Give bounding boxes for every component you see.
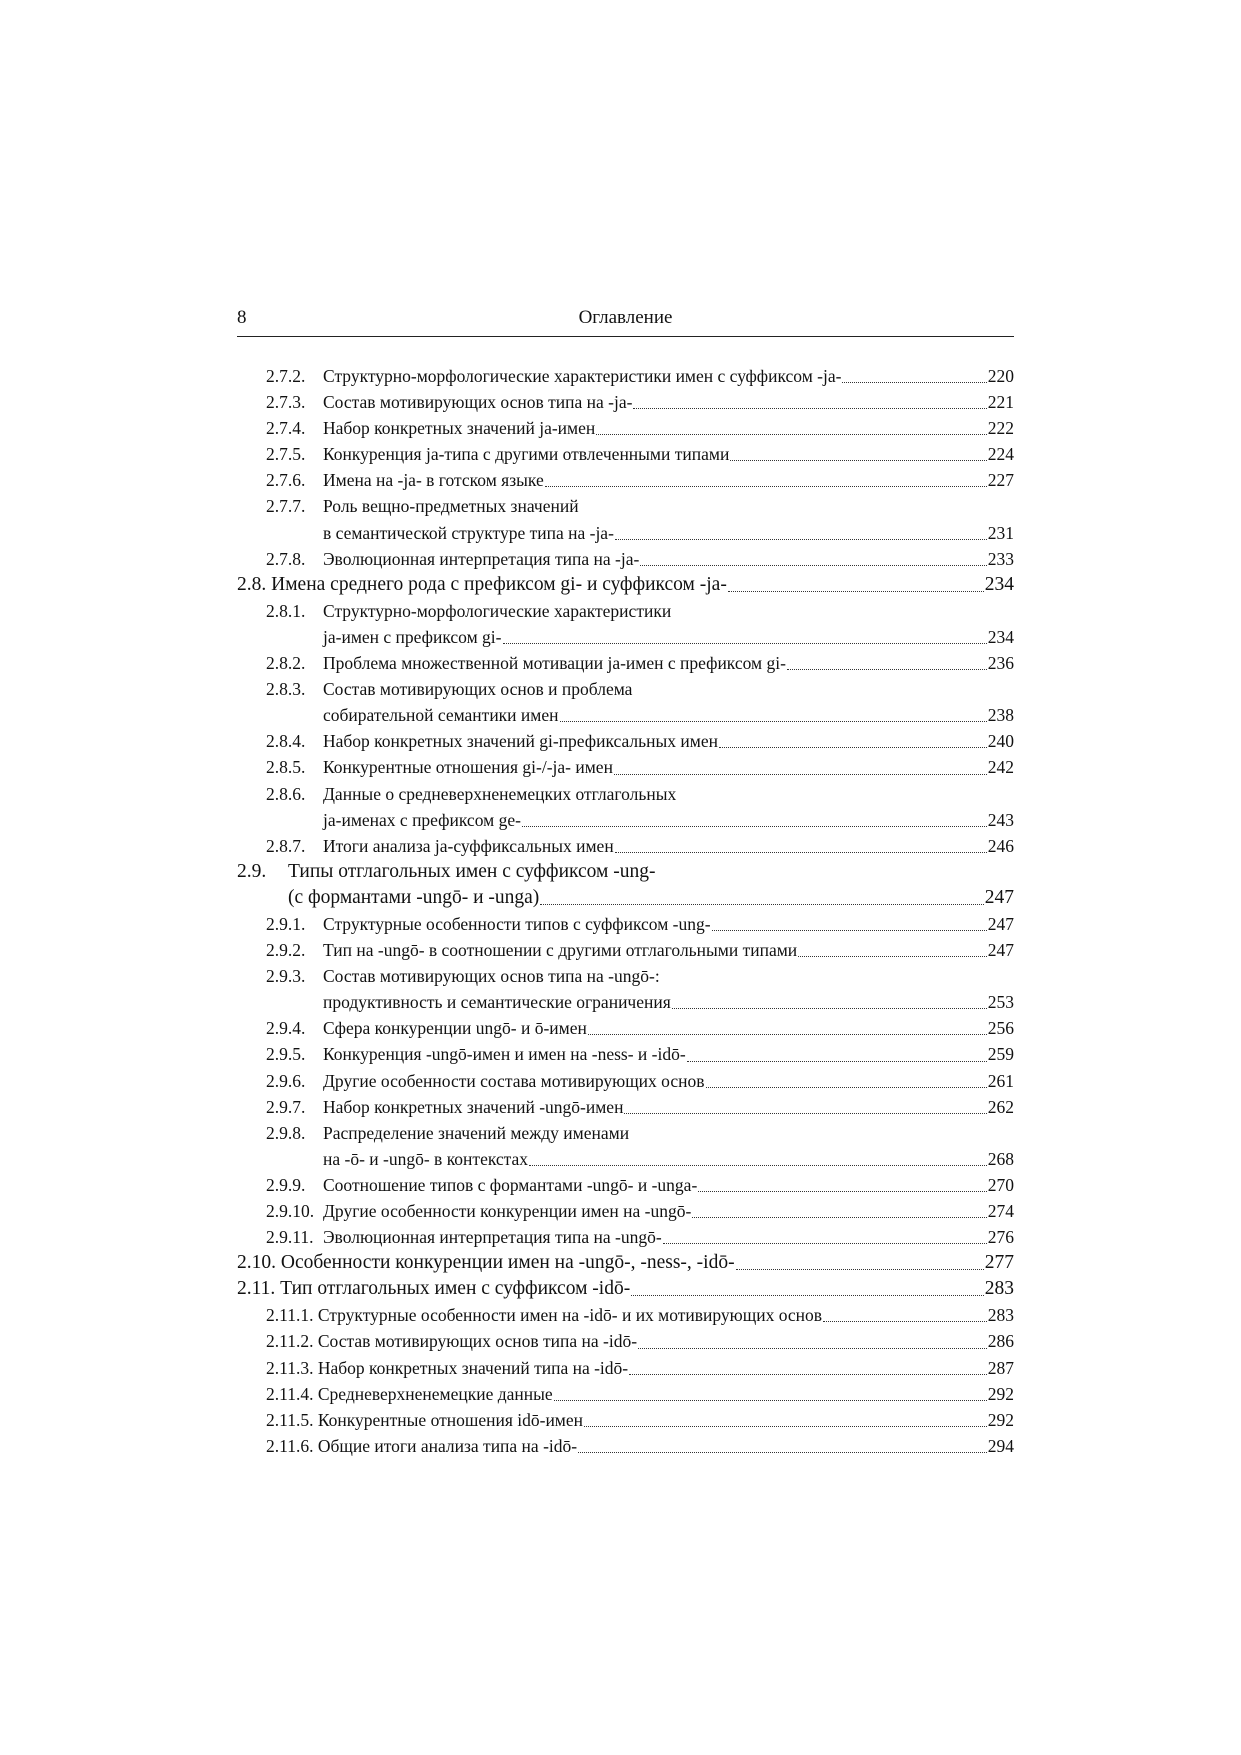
toc-page: 247 xyxy=(984,886,1014,908)
toc-title: Средневерхненемецкие данные xyxy=(317,1383,553,1404)
toc-entry-2-7-8[interactable] xyxy=(237,546,1014,572)
toc-entry-2-9-10[interactable] xyxy=(237,1198,1014,1224)
toc-entry-2-9-8[interactable] xyxy=(237,1120,1014,1146)
toc-entry-2-8-5[interactable] xyxy=(237,754,1014,780)
toc-number: 2.9.3. xyxy=(266,966,306,987)
toc-page: 247 xyxy=(987,913,1014,934)
toc-number: 2.8.2. xyxy=(266,653,306,674)
toc-title: Состав мотивирующих основ типа на -ungō-: xyxy=(323,966,660,987)
toc-title: Набор конкретных значений типа на -idō- xyxy=(317,1357,629,1378)
toc-page: 294 xyxy=(987,1435,1014,1456)
toc-number: 2.8.3. xyxy=(266,679,306,700)
toc-number: 2.9.6. xyxy=(266,1070,306,1091)
toc-title-cont: в семантической структуре типа на -ja- xyxy=(323,522,614,543)
toc-entry-2-11-2[interactable] xyxy=(237,1328,1014,1354)
toc-title: Структурно-морфологические характеристики имен с суффиксом -ja- xyxy=(323,366,842,386)
toc-number: 2.11.1. xyxy=(266,1305,314,1326)
toc-number: 2.11.4. xyxy=(266,1383,314,1404)
toc-page: 292 xyxy=(987,1409,1014,1430)
toc-number: 2.7.8. xyxy=(266,548,306,569)
toc-number: 2.9.7. xyxy=(266,1096,306,1117)
toc-number: 2.9.2. xyxy=(266,940,306,961)
toc-entry-2-11-6[interactable] xyxy=(237,1433,1014,1459)
toc-title: Набор конкретных значений ja-имен xyxy=(323,418,596,439)
toc-number: 2.8. xyxy=(237,573,267,595)
toc-entry-2-7-6[interactable] xyxy=(237,467,1014,493)
toc-page: 246 xyxy=(987,835,1014,856)
toc-title: Состав мотивирующих основ типа на -idō- xyxy=(317,1331,638,1352)
toc-page: 253 xyxy=(987,992,1014,1013)
toc-entry-2-11-3[interactable] xyxy=(237,1355,1014,1381)
toc-number: 2.9.9. xyxy=(266,1174,306,1195)
toc-page: 243 xyxy=(987,809,1014,830)
toc-title: Тип на -ungō- в соотношении с другими отглагольными типами xyxy=(323,940,798,961)
toc-page: 262 xyxy=(987,1096,1014,1117)
toc-entry-2-8[interactable] xyxy=(237,572,1014,598)
page-number: 8 xyxy=(237,307,247,328)
table-of-contents xyxy=(237,363,1014,1459)
toc-number: 2.8.1. xyxy=(266,600,306,621)
toc-page: 242 xyxy=(987,757,1014,778)
toc-entry-2-9-3[interactable] xyxy=(237,963,1014,989)
toc-page: 222 xyxy=(987,418,1014,439)
header-rule xyxy=(237,336,1014,337)
toc-page: 236 xyxy=(987,653,1014,674)
toc-entry-continuation[interactable] xyxy=(237,885,1014,911)
toc-page: 283 xyxy=(984,1278,1014,1300)
toc-title: Конкуренция -ungō-имен и имен на -ness- и -idō- xyxy=(323,1044,686,1065)
toc-title-cont: собирательной семантики имен xyxy=(323,705,559,726)
toc-title: Соотношение типов с формантами -ungō- и -unga- xyxy=(323,1174,698,1195)
toc-title: Тип отглагольных имен с суффиксом -idō- xyxy=(280,1278,631,1300)
toc-title: Эволюционная интерпретация типа на -ungō- xyxy=(323,1227,662,1248)
toc-title-cont: (с формантами -ungō- и -unga) xyxy=(288,886,540,908)
toc-page: 287 xyxy=(987,1357,1014,1378)
toc-title: Общие итоги анализа типа на -idō- xyxy=(317,1435,578,1456)
toc-title: Конкурентные отношения idō-имен xyxy=(317,1409,584,1430)
toc-title: Состав мотивирующих основ типа на -ja- xyxy=(323,392,633,413)
toc-title: Другие особенности состава мотивирующих основ xyxy=(323,1070,705,1091)
toc-page: 270 xyxy=(987,1174,1014,1195)
toc-title: Имена среднего рода с префиксом gi- и суффиксом -ja- xyxy=(271,573,727,595)
toc-entry-2-7-2[interactable] xyxy=(237,363,1014,389)
toc-entry-2-7-5[interactable] xyxy=(237,441,1014,467)
toc-entry-2-7-3[interactable] xyxy=(237,389,1014,415)
toc-page: 292 xyxy=(987,1383,1014,1404)
toc-number: 2.10. xyxy=(237,1252,276,1274)
toc-number: 2.11.3. xyxy=(266,1357,314,1378)
toc-entry-2-9-2[interactable] xyxy=(237,937,1014,963)
toc-entry-2-9-7[interactable] xyxy=(237,1094,1014,1120)
toc-entry-2-8-6[interactable] xyxy=(237,781,1014,807)
toc-page: 261 xyxy=(987,1070,1014,1091)
toc-title: Данные о средневерхненемецких отглагольных xyxy=(323,783,677,804)
toc-number: 2.11.2. xyxy=(266,1331,314,1352)
toc-title: Итоги анализа ja-суффиксальных имен xyxy=(323,835,614,856)
toc-page: 231 xyxy=(987,522,1014,543)
toc-entry-continuation[interactable] xyxy=(237,702,1014,728)
toc-number: 2.11.6. xyxy=(266,1435,314,1456)
toc-title-cont: ja-именах с префиксом ge- xyxy=(323,809,521,830)
toc-entry-continuation[interactable] xyxy=(237,807,1014,833)
toc-number: 2.9.1. xyxy=(266,913,306,934)
toc-page: 240 xyxy=(987,731,1014,752)
toc-number: 2.7.2. xyxy=(266,366,306,386)
toc-title: Структурные особенности имен на -idō- и их мотивирующих основ xyxy=(317,1305,823,1326)
toc-title: Структурные особенности типов с суффиксом -ung- xyxy=(323,913,711,934)
toc-entry-2-8-3[interactable] xyxy=(237,676,1014,702)
toc-entry-2-11-1[interactable] xyxy=(237,1302,1014,1328)
toc-title-cont: продуктивность и семантические ограничения xyxy=(323,992,671,1013)
toc-entry-continuation[interactable] xyxy=(237,1146,1014,1172)
toc-entry-2-9-1[interactable] xyxy=(237,911,1014,937)
toc-title: Роль вещно-предметных значений xyxy=(323,496,579,517)
toc-page: 234 xyxy=(984,573,1014,595)
toc-title-cont: ja-имен с префиксом gi- xyxy=(323,626,502,647)
toc-number: 2.9.5. xyxy=(266,1044,306,1065)
toc-number: 2.8.5. xyxy=(266,757,306,778)
toc-number: 2.7.3. xyxy=(266,392,306,413)
toc-page: 259 xyxy=(987,1044,1014,1065)
toc-entry-2-8-4[interactable] xyxy=(237,728,1014,754)
toc-number: 2.7.5. xyxy=(266,444,306,465)
toc-number: 2.8.6. xyxy=(266,783,306,804)
toc-number: 2.9.11. xyxy=(266,1227,314,1248)
toc-entry-2-11-5[interactable] xyxy=(237,1407,1014,1433)
toc-number: 2.7.4. xyxy=(266,418,306,439)
toc-entry-2-8-1[interactable] xyxy=(237,598,1014,624)
toc-title: Имена на -ja- в готском языке xyxy=(323,470,544,491)
toc-number: 2.9.4. xyxy=(266,1018,306,1039)
toc-entry-2-8-2[interactable] xyxy=(237,650,1014,676)
toc-page: 224 xyxy=(987,444,1014,465)
toc-title: Набор конкретных значений -ungō-имен xyxy=(323,1096,624,1117)
toc-title: Типы отглагольных имен с суффиксом -ung- xyxy=(288,860,656,882)
toc-number: 2.7.6. xyxy=(266,470,306,491)
toc-page: 227 xyxy=(987,470,1014,491)
toc-page: 247 xyxy=(987,940,1014,961)
toc-entry-2-7-4[interactable] xyxy=(237,415,1014,441)
toc-page: 268 xyxy=(987,1148,1014,1169)
running-title: Оглавление xyxy=(578,307,673,328)
toc-title: Конкуренция ja-типа с другими отвлеченными типами xyxy=(323,444,730,465)
toc-title: Набор конкретных значений gi-префиксальных имен xyxy=(323,731,718,752)
toc-number: 2.11.5. xyxy=(266,1409,314,1430)
toc-number: 2.7.7. xyxy=(266,496,306,517)
toc-page: 286 xyxy=(987,1331,1014,1352)
toc-entry-2-11[interactable] xyxy=(237,1276,1014,1302)
toc-entry-2-9-5[interactable] xyxy=(237,1041,1014,1067)
toc-entry-2-9[interactable] xyxy=(237,859,1014,885)
toc-page: 220 xyxy=(987,366,1014,386)
toc-title: Проблема множественной мотивации ja-имен с префиксом gi- xyxy=(323,653,786,674)
toc-page: 277 xyxy=(984,1252,1014,1274)
toc-page: 274 xyxy=(987,1201,1014,1221)
toc-entry-2-9-9[interactable] xyxy=(237,1172,1014,1198)
toc-number: 2.9.8. xyxy=(266,1122,306,1143)
toc-entry-2-8-7[interactable] xyxy=(237,833,1014,859)
toc-number: 2.8.4. xyxy=(266,731,306,752)
toc-page: 283 xyxy=(987,1305,1014,1326)
toc-title: Эволюционная интерпретация типа на -ja- xyxy=(323,548,640,569)
toc-title: Структурно-морфологические характеристики xyxy=(323,600,672,621)
toc-entry-continuation[interactable] xyxy=(237,520,1014,546)
toc-title: Состав мотивирующих основ и проблема xyxy=(323,679,633,700)
toc-page: 276 xyxy=(987,1227,1014,1248)
toc-entry-continuation[interactable] xyxy=(237,989,1014,1015)
toc-title: Конкурентные отношения gi-/-ja- имен xyxy=(323,757,613,778)
toc-entry-2-9-11[interactable] xyxy=(237,1224,1014,1250)
toc-page: 233 xyxy=(987,548,1014,569)
toc-page: 238 xyxy=(987,705,1014,726)
toc-number: 2.9.10. xyxy=(266,1201,315,1221)
page-header xyxy=(237,303,1014,333)
toc-entry-2-7-7[interactable] xyxy=(237,493,1014,519)
toc-title: Распределение значений между именами xyxy=(323,1122,630,1143)
toc-entry-2-10[interactable] xyxy=(237,1250,1014,1276)
toc-title: Другие особенности конкуренции имен на -ungō- xyxy=(323,1201,692,1221)
toc-entry-2-9-4[interactable] xyxy=(237,1015,1014,1041)
toc-title: Особенности конкуренции имен на -ungō-, -ness-, -idō- xyxy=(280,1252,735,1274)
toc-number: 2.9. xyxy=(237,860,267,882)
toc-page: 256 xyxy=(987,1018,1014,1039)
toc-page: 221 xyxy=(987,392,1014,413)
toc-title: Сфера конкуренции ungō- и ō-имен xyxy=(323,1018,587,1039)
toc-page: 234 xyxy=(987,626,1014,647)
toc-title-cont: на -ō- и -ungō- в контекстах xyxy=(323,1148,529,1169)
toc-entry-2-11-4[interactable] xyxy=(237,1381,1014,1407)
toc-entry-2-9-6[interactable] xyxy=(237,1068,1014,1094)
toc-number: 2.11. xyxy=(237,1278,276,1300)
toc-number: 2.8.7. xyxy=(266,835,306,856)
toc-entry-continuation[interactable] xyxy=(237,624,1014,650)
